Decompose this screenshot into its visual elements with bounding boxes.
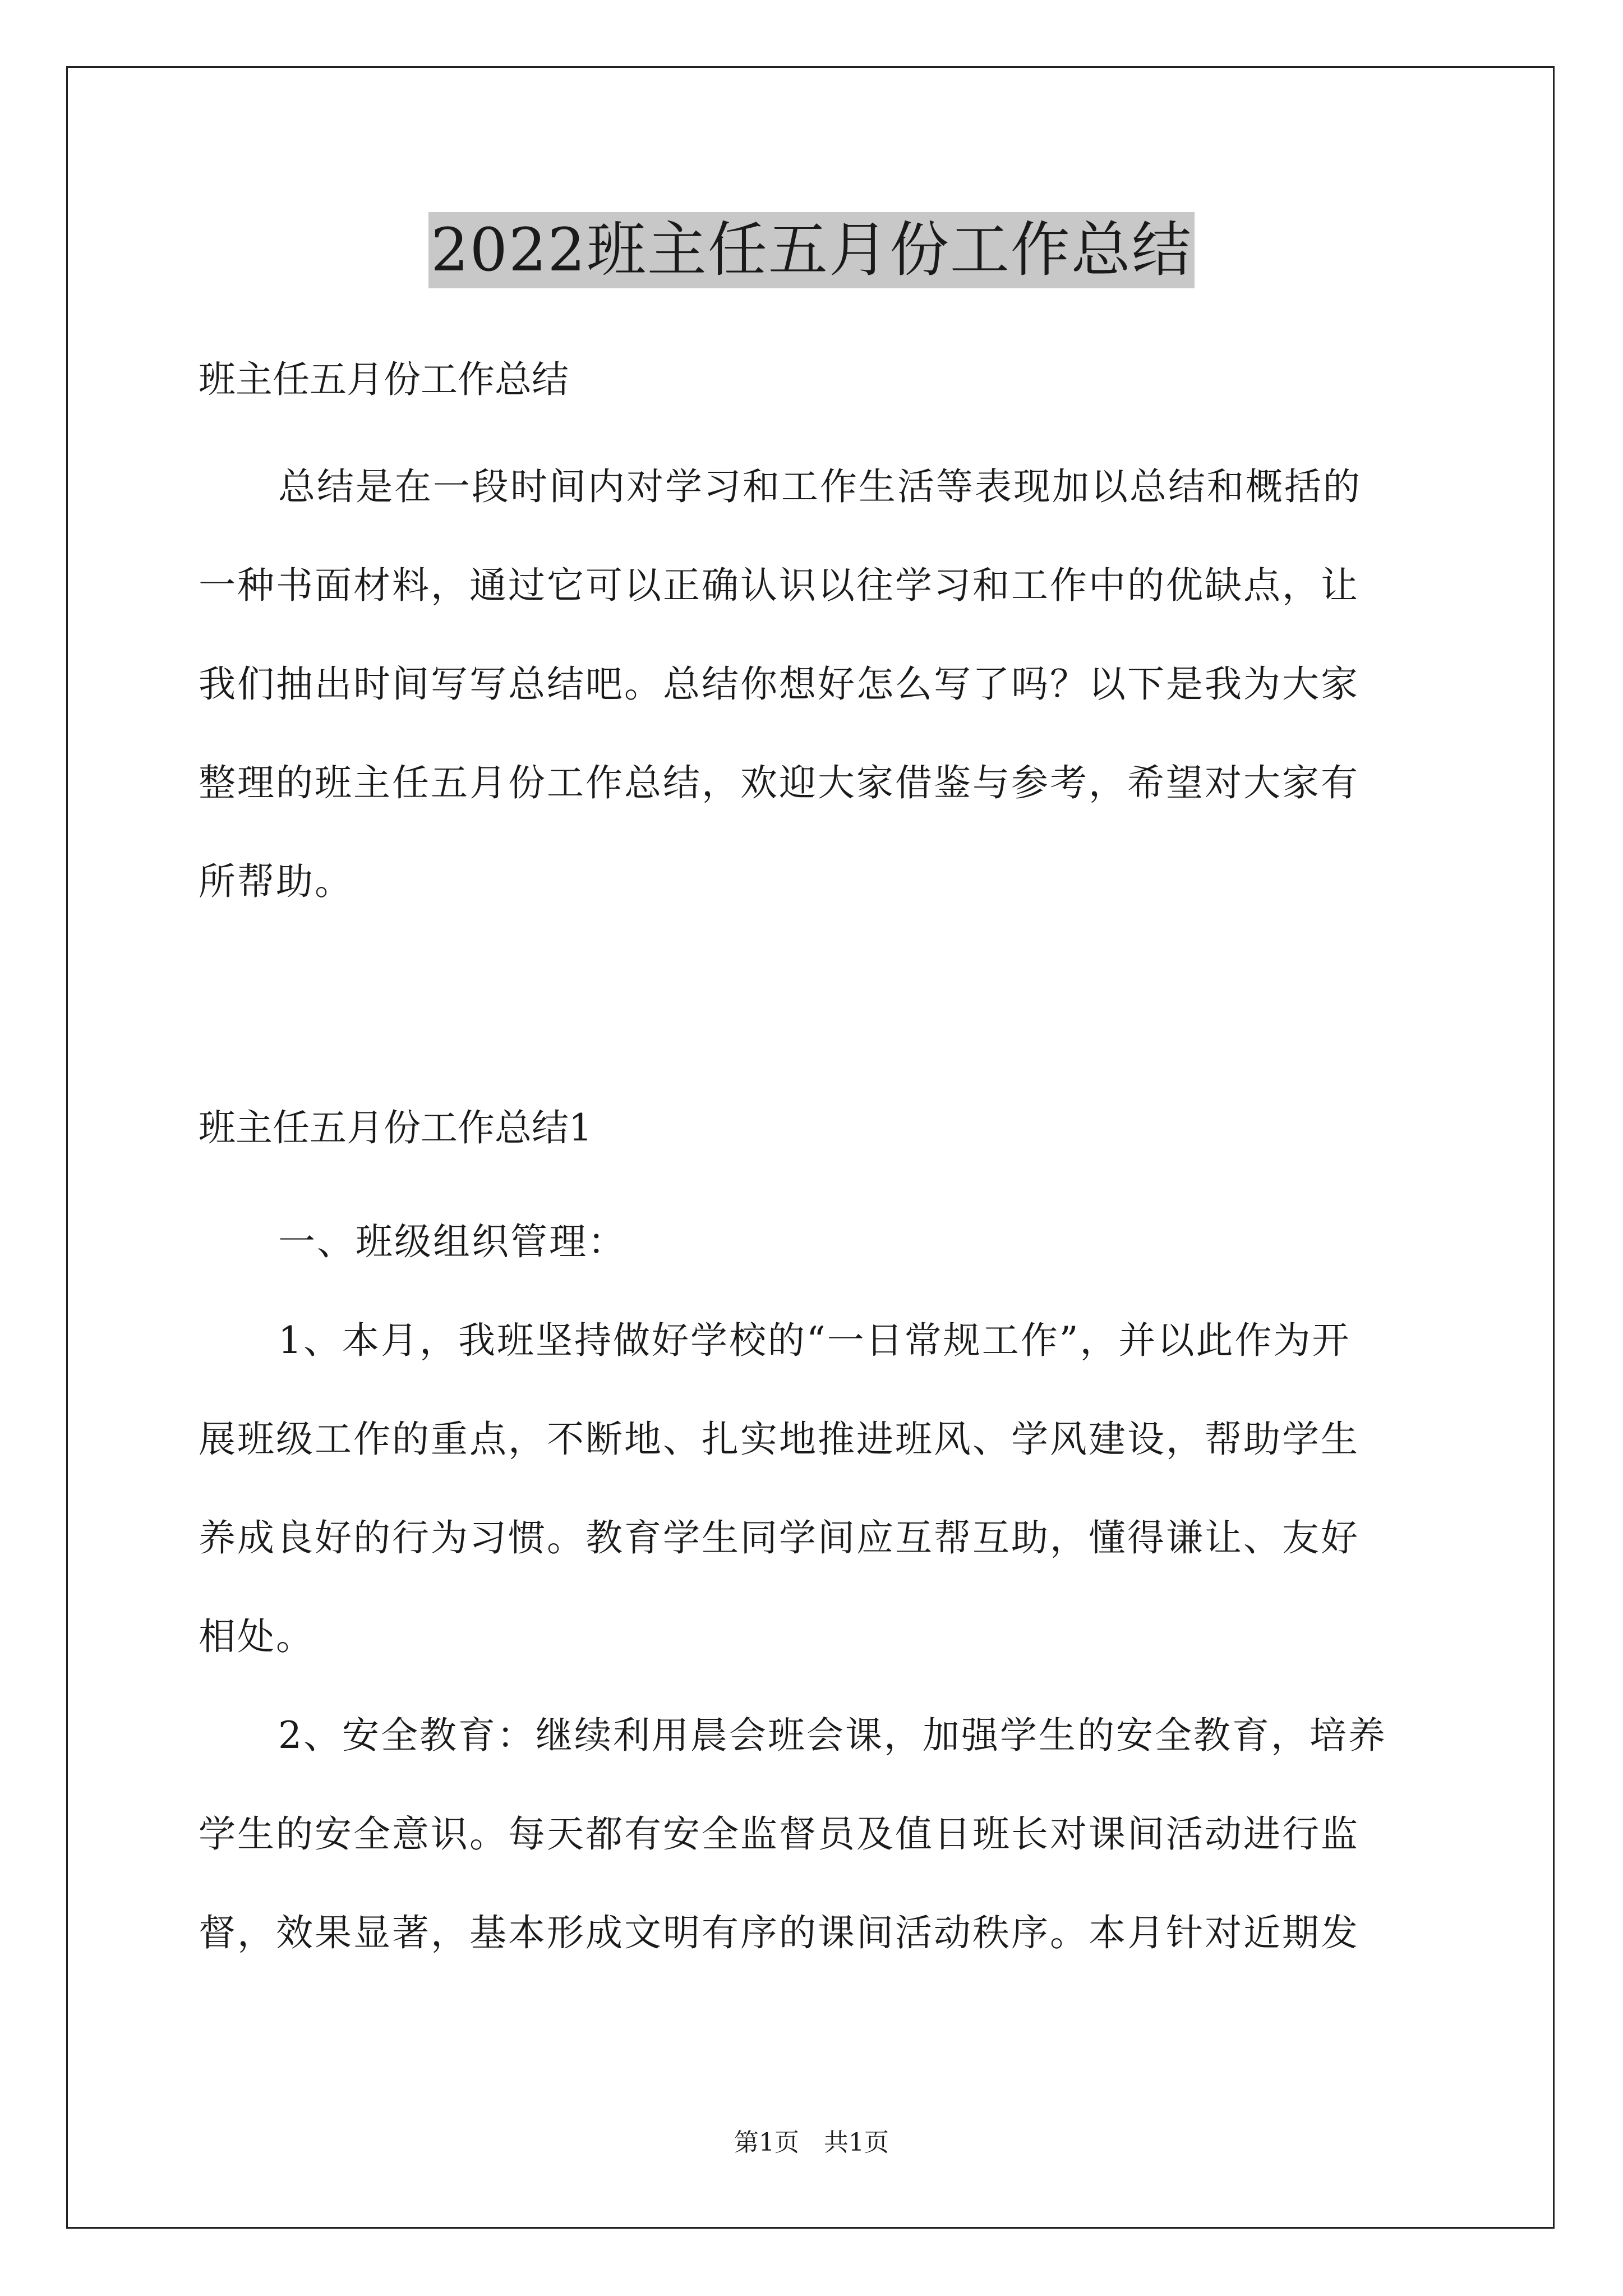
intro-line: 总结是在一段时间内对学习和工作生活等表现加以总结和概括的 bbox=[278, 465, 1362, 508]
document-subtitle: 班主任五月份工作总结 bbox=[199, 358, 569, 401]
intro-line: 所帮助。 bbox=[199, 860, 353, 903]
item-1-line: 养成良好的行为习惯。教育学生同学间应互帮互助，懂得谦让、友好 bbox=[199, 1516, 1359, 1559]
page-footer: 第1页 共1页 bbox=[734, 2128, 889, 2157]
sub-heading: 一、班级组织管理： bbox=[278, 1220, 626, 1263]
item-2-line: 2、安全教育：继续利用晨会班会课，加强学生的安全教育，培养 bbox=[278, 1714, 1387, 1757]
item-1-paragraph bbox=[199, 1291, 1432, 1686]
intro-line: 一种书面材料，通过它可以正确认识以往学习和工作中的优缺点，让 bbox=[199, 564, 1359, 607]
item-1-line: 展班级工作的重点，不断地、扎实地推进班风、学风建设，帮助学生 bbox=[199, 1418, 1359, 1461]
sub-heading-paragraph bbox=[199, 1193, 1432, 1291]
section-heading: 班主任五月份工作总结1 bbox=[199, 1106, 592, 1149]
title-container bbox=[0, 212, 1623, 288]
intro-paragraph bbox=[199, 438, 1432, 931]
item-2-paragraph bbox=[199, 1686, 1432, 1982]
item-2-line: 学生的安全意识。每天都有安全监督员及值日班长对课间活动进行监 bbox=[199, 1812, 1359, 1856]
document-title: 2022班主任五月份工作总结 bbox=[428, 212, 1195, 288]
item-2-line: 督，效果显著，基本形成文明有序的课间活动秩序。本月针对近期发 bbox=[199, 1911, 1359, 1954]
item-1-line: 1、本月，我班坚持做好学校的“一日常规工作”，并以此作为开 bbox=[278, 1319, 1351, 1362]
intro-line: 整理的班主任五月份工作总结，欢迎大家借鉴与参考，希望对大家有 bbox=[199, 761, 1359, 804]
item-1-line: 相处。 bbox=[199, 1615, 315, 1658]
intro-line: 我们抽出时间写写总结吧。总结你想好怎么写了吗？以下是我为大家 bbox=[199, 662, 1359, 706]
